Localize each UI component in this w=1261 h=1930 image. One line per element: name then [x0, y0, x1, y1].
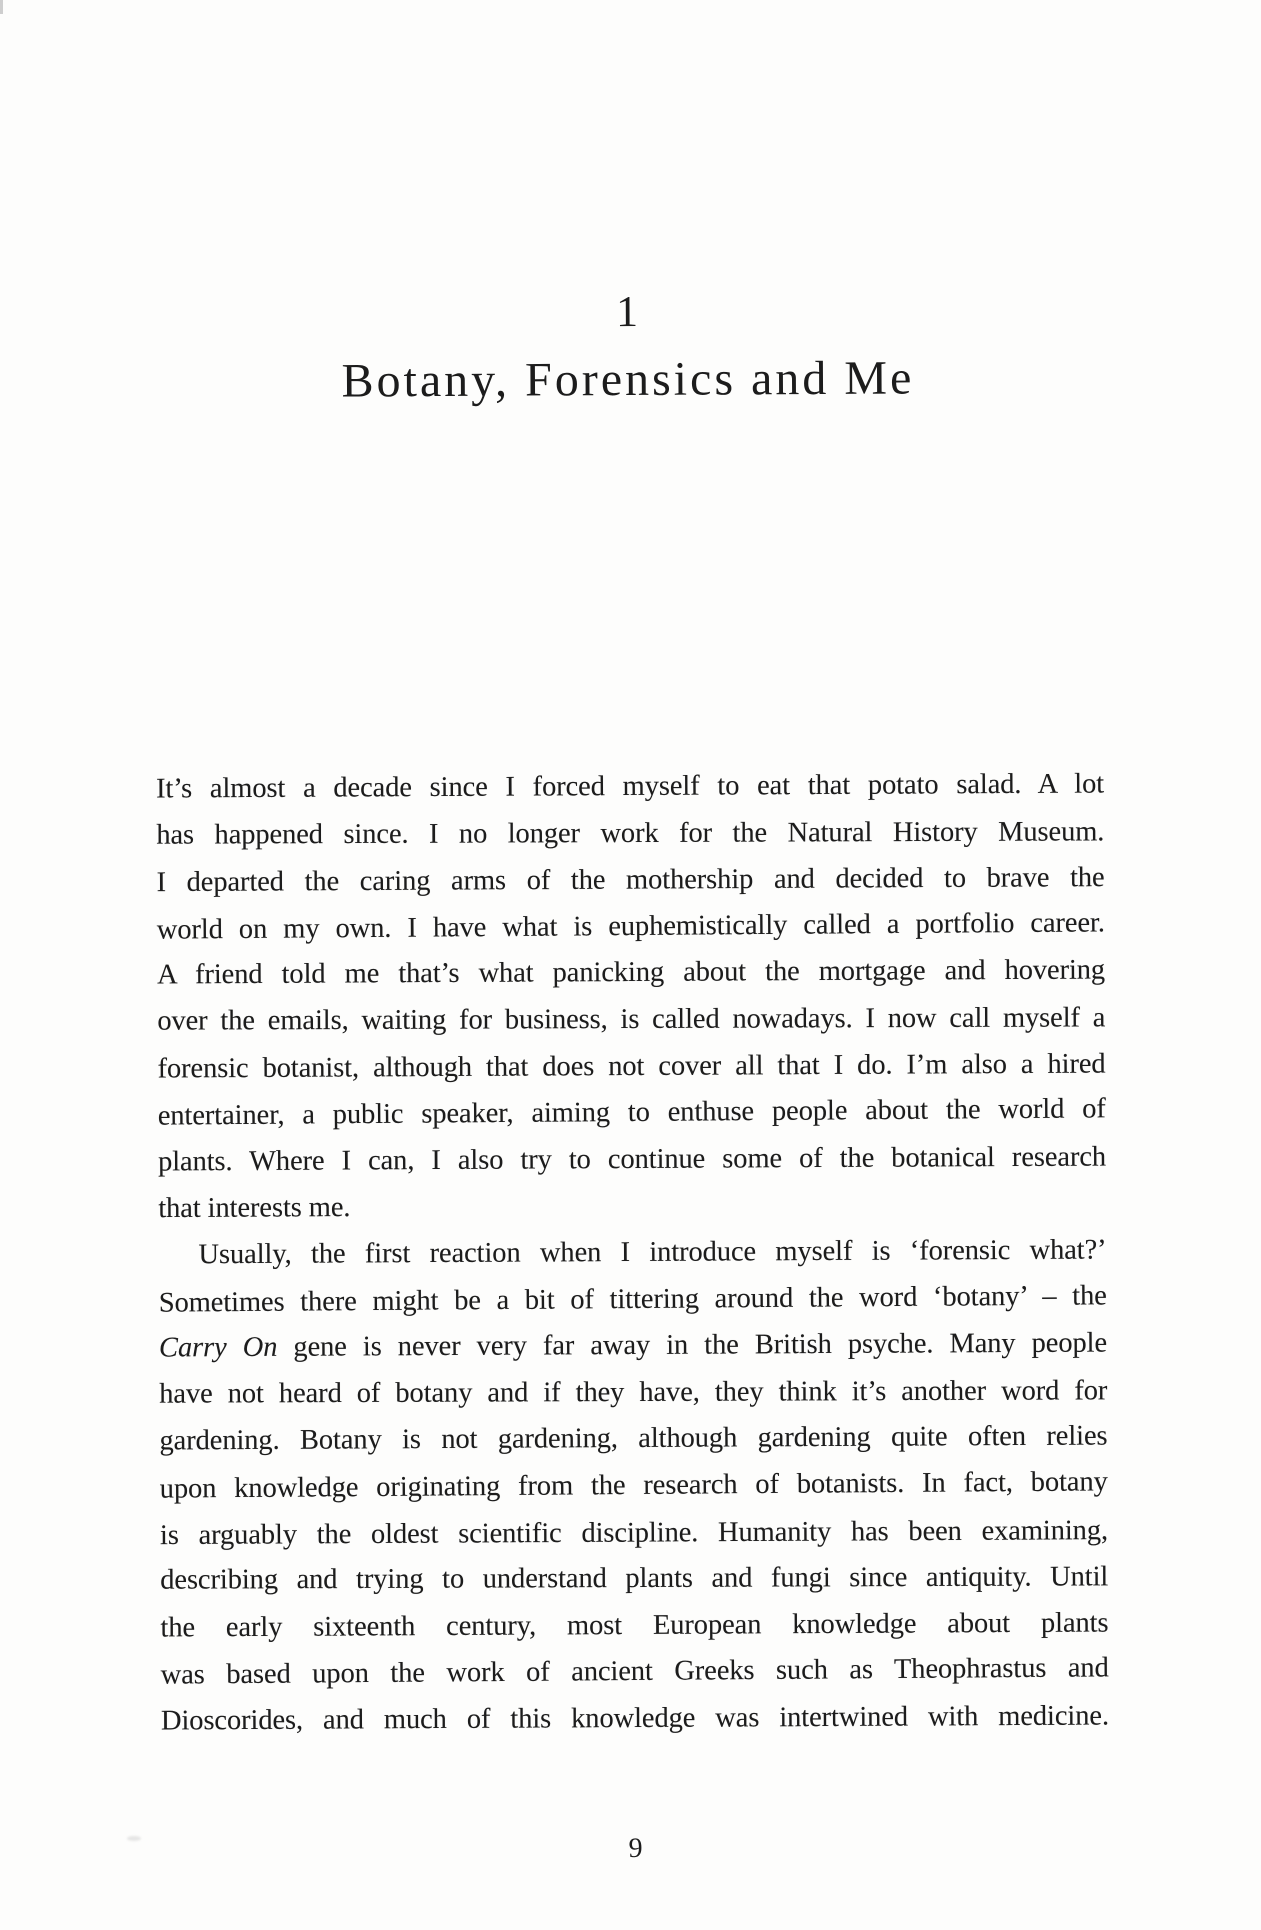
text-segment: world on my own. I have what is euphemistically called a portfolio career. [156, 907, 1105, 946]
text-line [160, 1600, 1108, 1652]
text-segment: gene is never very far away in the British psyche. Many people [277, 1327, 1108, 1363]
text-segment: was based upon the work of ancient Greeks such as Theophrastus and [160, 1652, 1109, 1691]
text-line [157, 900, 1105, 954]
text-line [160, 1554, 1108, 1604]
chapter-title: Botany, Forensics and Me [341, 351, 915, 408]
text-line [157, 995, 1105, 1045]
text-line [156, 855, 1104, 907]
text-segment: I departed the caring arms of the mothership and decided to brave the [156, 862, 1105, 899]
text-segment: It’s almost a decade since I forced myself to eat that potato salad. A lot [155, 768, 1105, 805]
text-line [160, 1459, 1108, 1513]
text-line [157, 1041, 1105, 1093]
text-line [160, 1508, 1108, 1560]
text-segment: entertainer, a public speaker, aiming to enthuse people about the world of [157, 1093, 1106, 1132]
text-segment: describing and trying to understand plants and fungi since antiquity. Until [160, 1561, 1109, 1596]
text-line [156, 762, 1104, 814]
text-segment: over the emails, waiting for business, is called nowadays. I now call myself a [157, 1002, 1106, 1037]
text-line [161, 1646, 1109, 1700]
text-segment: is arguably the oldest scientific discipline. Humanity has been examining, [159, 1514, 1109, 1551]
text-segment: gardening. Botany is not gardening, although gardening quite often relies [159, 1420, 1108, 1457]
text-segment: that interests me. [158, 1192, 351, 1225]
text-line [158, 1087, 1106, 1141]
body-text [156, 762, 1109, 1745]
text-line [157, 948, 1105, 1000]
text-segment: A friend told me that’s what panicking about the mortgage and hovering [156, 954, 1106, 991]
text-line [158, 1181, 1106, 1233]
text-line [161, 1693, 1109, 1745]
text-line [158, 1227, 1106, 1279]
text-segment: Usually, the first reaction when I introduce myself is ‘forensic what?’ [198, 1234, 1107, 1271]
text-segment: have not heard of botany and if they have, they think it’s another word for [159, 1375, 1108, 1410]
text-segment: forensic botanist, although that does not cover all that I do. I’m also a hired [157, 1048, 1106, 1085]
text-line [158, 1134, 1106, 1186]
text-segment: Dioscorides, and much of this knowledge was intertwined with medicine. [160, 1700, 1110, 1737]
text-segment: upon knowledge originating from the research of botanists. In fact, botany [159, 1466, 1108, 1505]
text-line [159, 1414, 1107, 1466]
page-number: 9 [628, 1832, 643, 1865]
text-segment: has happened since. I no longer work for the Natural History Museum. [156, 815, 1105, 851]
text-line [159, 1368, 1107, 1418]
text-segment: Sometimes there might be a bit of tittering around the word ‘botany’ – the [158, 1279, 1107, 1319]
text-segment: plants. Where I can, I also try to continue some of the botanical research [157, 1141, 1107, 1178]
text-line [159, 1273, 1107, 1327]
text-segment: the early sixteenth century, most European knowledge about plants [160, 1607, 1109, 1644]
chapter-number: 1 [615, 286, 640, 337]
text-line [159, 1321, 1107, 1373]
italic-text-segment: Carry On [158, 1331, 278, 1364]
text-line [156, 809, 1104, 859]
